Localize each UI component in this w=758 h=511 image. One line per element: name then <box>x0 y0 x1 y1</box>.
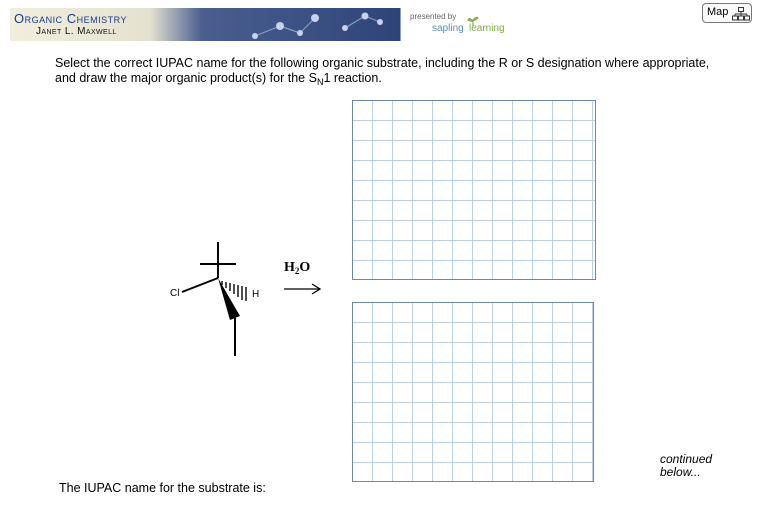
instruction-text-end: 1 reaction. <box>323 71 382 85</box>
sn1-subscript: N <box>316 77 324 87</box>
question-instructions <box>55 56 725 87</box>
course-banner <box>10 8 592 41</box>
presented-by-label: presented by <box>410 12 457 21</box>
substrate-structure <box>160 230 270 365</box>
continued-line1: continued <box>660 452 713 466</box>
course-title: Organic Chemistry <box>14 11 127 26</box>
publisher-learning: learning <box>469 23 505 34</box>
map-button[interactable] <box>702 3 752 23</box>
map-button-label: Map <box>707 6 729 18</box>
reagent-water <box>284 260 310 276</box>
continued-note <box>660 453 712 479</box>
drawing-canvas-2[interactable] <box>352 302 594 482</box>
author-name: Janet L. Maxwell <box>36 26 117 37</box>
molecule-banner-art <box>205 8 405 41</box>
drawing-canvas-1[interactable] <box>352 100 596 280</box>
map-tree-icon <box>732 7 750 21</box>
iupac-prompt: The IUPAC name for the substrate is: <box>59 481 266 495</box>
reagent-h: H <box>284 260 295 275</box>
reagent-subscript: 2 <box>294 266 300 276</box>
reagent-o: O <box>299 260 311 275</box>
reaction-arrow-icon <box>284 283 324 295</box>
publisher-sapling: sapling <box>432 23 464 34</box>
wedge-bond <box>218 278 240 320</box>
hydrogen-label: H <box>252 289 260 300</box>
chlorine-label: Cl <box>170 288 180 299</box>
instruction-text: Select the correct IUPAC name for the following organic substrate, including the R or S designation where appropriate, and draw the major organic product(s) for the S <box>55 56 710 85</box>
continued-line2: below... <box>660 465 701 479</box>
